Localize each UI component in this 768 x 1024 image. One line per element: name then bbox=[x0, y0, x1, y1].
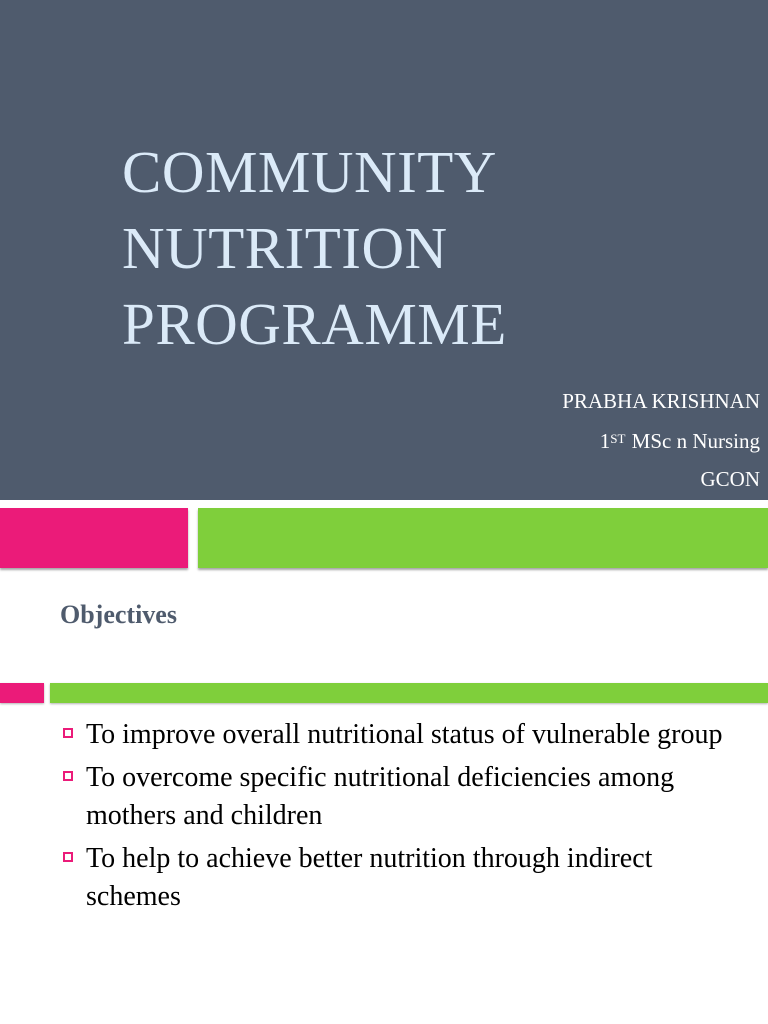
presenter-institution: GCON bbox=[700, 467, 760, 491]
bullet-text: To help to achieve better nutrition through indirect schemes bbox=[86, 843, 653, 912]
list-item bbox=[60, 716, 740, 754]
list-item bbox=[60, 759, 740, 835]
bullet-text: To improve overall nutritional status of vulnerable group bbox=[86, 719, 723, 750]
green-divider-bar bbox=[50, 683, 768, 703]
title-line: NUTRITION bbox=[122, 215, 448, 281]
green-accent-bar bbox=[198, 508, 768, 568]
hollow-square-bullet-icon bbox=[63, 852, 73, 862]
presentation-title bbox=[122, 134, 742, 362]
hollow-square-bullet-icon bbox=[63, 728, 73, 738]
degree-number: 1 bbox=[599, 429, 611, 453]
title-line: PROGRAMME bbox=[122, 291, 507, 357]
slide-heading: Objectives bbox=[60, 600, 177, 629]
presenter-name: PRABHA KRISHNAN bbox=[562, 389, 760, 413]
objectives-list bbox=[60, 716, 740, 921]
bullet-text: To overcome specific nutritional deficiencies among mothers and children bbox=[86, 762, 675, 831]
hollow-square-bullet-icon bbox=[63, 771, 73, 781]
list-item bbox=[60, 840, 740, 916]
pink-divider-bar bbox=[0, 683, 44, 703]
pink-accent-bar bbox=[0, 508, 188, 568]
presenter-info bbox=[562, 382, 760, 498]
title-line: COMMUNITY bbox=[122, 139, 497, 205]
degree-ordinal-suffix: ST bbox=[610, 431, 626, 446]
title-slide-panel bbox=[0, 0, 768, 500]
degree-text: MSc n Nursing bbox=[631, 429, 760, 453]
presenter-degree bbox=[562, 420, 760, 460]
